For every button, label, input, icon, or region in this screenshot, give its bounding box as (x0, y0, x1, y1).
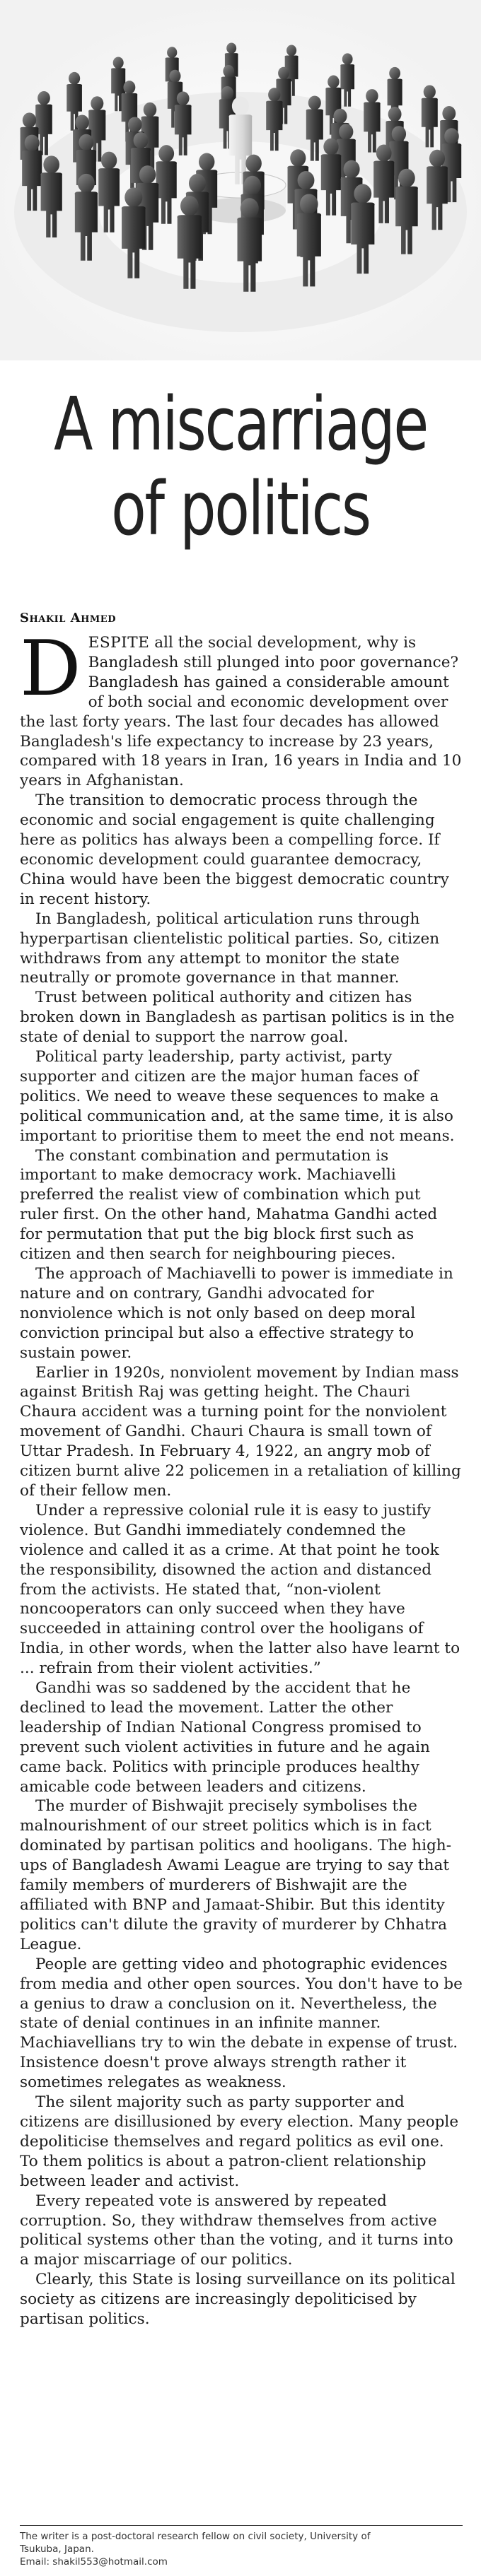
byline: Shakil Ahmed (20, 611, 116, 625)
paragraph: People are getting video and photographic evidences from media and other open sources. You don't have to be a genius to draw a conclusion on it. Nevertheless, the state of denial continues in an infinite manner. Machiavellians try to win the debate in expense of trust. Insistence doesn't prove always strength rather it sometimes relegates as weakness. (20, 1955, 463, 2092)
paragraph: The constant combination and permutation is important to make democracy work. Machiavelli preferred the realist view of combination which put ruler first. On the other hand, Mahatma Gandhi acted for permutation that put the big block first such as citizen and then search for neighbouring pieces. (20, 1146, 438, 1264)
lead-text: all the social development, why is Bangladesh still plunged into poor governance? Bangladesh has gained a considerable amount of both social and economic development over the last forty years. The last four decades has allowed Bangladesh's life expectancy to increase by 23 years, compared with 18 years in Iran, 16 years in India and 10 years in Afghanistan. (20, 634, 462, 790)
paragraph: The approach of Machiavelli to power is immediate in nature and on contrary, Gandhi advocated for nonviolence which is not only based on deep moral conviction principal but also a effective strategy to sustain power. (20, 1265, 453, 1362)
paragraph: Under a repressive colonial rule it is easy to justify violence. But Gandhi immediately condemned the violence and called it as a crime. At that point he took the responsibility, disowned the action and distanced from the activists. He stated that, “non-violent noncooperators can only succeed when they have succeeded in attaining control over the hooligans of India, in other words, when the latter also have learnt to ... refrain from their violent activities.” (20, 1501, 460, 1678)
crowd-figures-icon (0, 0, 481, 360)
paragraph: In Bangladesh, political articulation runs through hyperpartisan clientelistic political parties. So, citizen withdraws from any attempt to monitor the state neutrally or promote governance in that manner. (20, 910, 440, 987)
lead-paragraph (20, 625, 463, 791)
paragraph: Clearly, this State is losing surveillance on its political society as citizens are increasingly depoliticised by partisan politics. (20, 2271, 456, 2329)
article-body (20, 625, 463, 2329)
author-note-line: Tsukuba, Japan. (20, 2543, 94, 2555)
author-note-line: The writer is a post-doctoral research fellow on civil society, University of (20, 2531, 371, 2542)
headline-line-2: of politics (111, 466, 370, 552)
article-headline (53, 382, 428, 551)
paragraph: Political party leadership, party activist, party supporter and citizen are the major human faces of politics. We need to weave these sequences to make a political communication and, at the same time, it is also important to prioritise them to meet the end not means. (20, 1048, 455, 1145)
headline-line-1: A miscarriage (54, 381, 427, 467)
author-note (20, 2530, 463, 2568)
paragraph: Gandhi was so saddened by the accident that he declined to lead the movement. Latter the other leadership of Indian National Congress promised to prevent such violent activities in future and he again came back. Politics with principle produces healthy amicable code between leaders and citizens. (20, 1679, 430, 1796)
lead-caps: ESPITE (88, 634, 150, 652)
paragraph: Earlier in 1920s, nonviolent movement by Indian mass against British Raj was getting height. The Chauri Chaura accident was a turning point for the nonviolent movement of Gandhi. Chauri Chaura is small town of Uttar Pradesh. In February 4, 1922, an angry mob of citizen burnt alive 22 policemen in a retaliation of killing of their fellow men. (20, 1363, 461, 1500)
paragraph: Every repeated vote is answered by repeated corruption. So, they withdraw themselves from active political systems other than the voting, and it turns into a major miscarriage of our politics. (20, 2192, 453, 2269)
footer-divider (20, 2525, 463, 2526)
paragraph: Trust between political authority and citizen has broken down in Bangladesh as partisan politics is in the state of denial to support the narrow goal. (20, 989, 455, 1047)
paragraph: The transition to democratic process through the economic and social engagement is quite challenging here as politics has always been a compelling force. If economic development could guarantee democracy, China would have been the biggest democratic country in recent history. (20, 792, 449, 908)
paragraph: The murder of Bishwajit precisely symbolises the malnourishment of our street politics which is in fact dominated by partisan politics and hooligans. The high-ups of Bangladesh Awami League are trying to say that family members of murderers of Bishwajit are the affiliated with BNP and Jamaat-Shibir. But this identity politics can't dilute the gravity of murderer by Chhatra League. (20, 1797, 452, 1953)
author-email: Email: shakil553@hotmail.com (20, 2556, 168, 2568)
drop-cap: D (20, 625, 81, 713)
crowd-figures-illustration (0, 0, 481, 360)
paragraph: The silent majority such as party supporter and citizens are disillusioned by every election. Many people depoliticise themselves and regard politics as evil one. To them politics is about a patron-client relationship between leader and activist. (20, 2093, 459, 2190)
